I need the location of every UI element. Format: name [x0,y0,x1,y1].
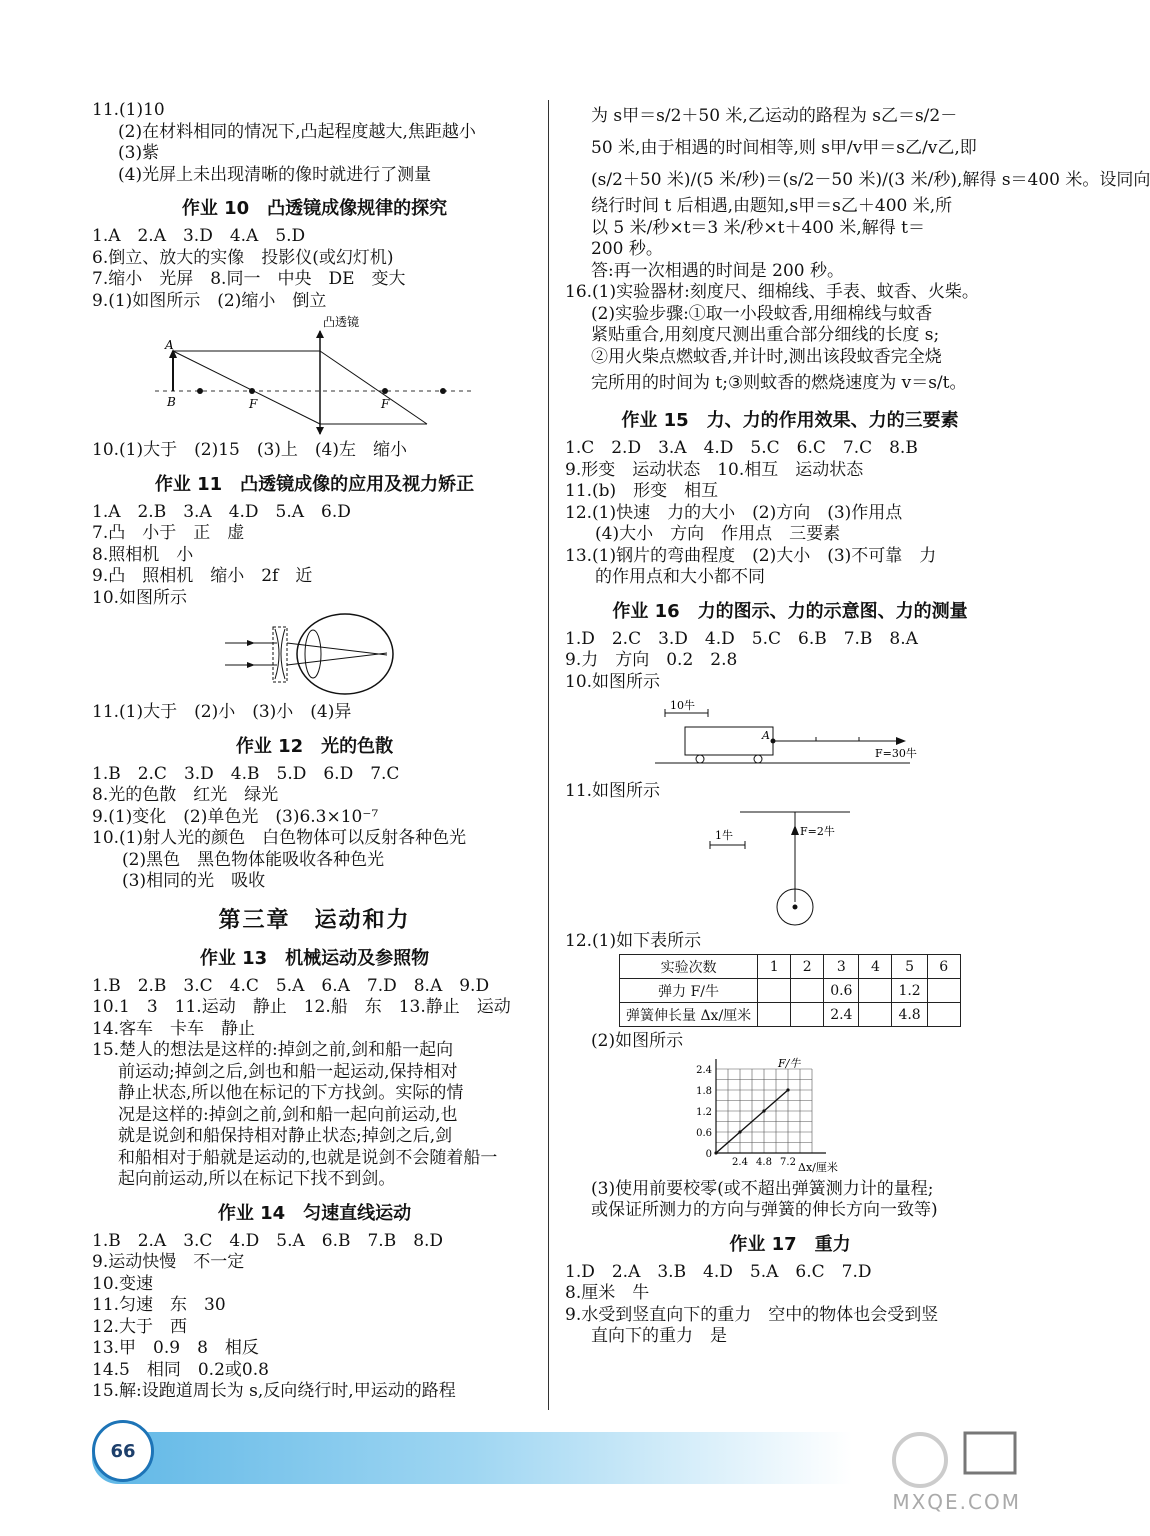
answer-line: 就是说剑和船保持相对静止状态;掉剑之后,剑 [118,1126,453,1146]
answer-line: 1.D 2.A 3.B 4.D 5.A 6.C 7.D [565,1261,872,1282]
table-cell [758,979,791,1003]
answer-line: 9.(1)如图所示 (2)缩小 倒立 [92,290,327,311]
table-cell [927,1003,960,1027]
answer-line: 以 5 米/秒×t＝3 米/秒×t＋400 米,解得 t＝ [591,217,925,238]
x-axis-label: Δx/厘米 [798,1160,838,1174]
table-row [620,1003,961,1027]
convex-lens-ray-diagram [145,316,485,436]
watermark-text: MXQE.COM [892,1490,1021,1514]
answer-line: 和船相对于船就是运动的,也就是说剑不会随着船一 [118,1147,498,1168]
y-tick-label: 0 [705,1148,712,1160]
y-tick-label: 1.2 [696,1106,712,1118]
answer-line: 13.(1)钢片的弯曲程度 (2)大小 (3)不可靠 力 [565,545,937,566]
point-label: B [166,395,176,409]
point-label: F [380,397,389,411]
answer-line: (2)黑色 黑色物体能吸收各种色光 [122,849,385,870]
answer-line: 11.(1)10 [92,100,165,120]
force-extension-chart [680,1057,900,1175]
answer-line: 11.(1)大于 (2)小 (3)小 (4)异 [92,702,352,722]
answer-line: (4)光屏上未出现清晰的像时就进行了测量 [118,164,432,185]
answer-line: (3)紫 [118,143,160,163]
x-tick-label: 7.2 [780,1156,796,1168]
table-cell: 2 [791,955,824,979]
table-cell: 弹力 F/牛 [620,979,758,1003]
data-point [786,1088,789,1091]
table-cell [859,979,892,1003]
answer-line: (s/2＋50 米)/(5 米/秒)＝(s/2－50 米)/(3 米/秒),解得 s＝400 米。设同向 [591,170,1150,190]
table-cell: 1.2 [892,979,927,1003]
answer-line: 15.楚人的想法是这样的:掉剑之前,剑和船一起向 [92,1040,454,1060]
answer-line: 为 s甲＝s/2＋50 米,乙运动的路程为 s乙＝s/2－ [591,106,958,126]
answer-line: 答:再一次相遇的时间是 200 秒。 [591,260,844,281]
force-diagram-pendulum [690,807,890,927]
x-tick-label: 2.4 [732,1156,748,1168]
answer-line: (2)如图所示 [591,1031,684,1051]
answer-line: 12.(1)快速 力的大小 (2)方向 (3)作用点 [565,502,903,523]
table-cell [791,1003,824,1027]
scale-label: 1牛 [715,828,733,842]
right-column [565,100,1150,1348]
force-label: F=30牛 [875,747,917,760]
force-label: F=2牛 [800,824,835,838]
x-tick-label: 4.8 [756,1156,772,1168]
answer-line: 的作用点和大小都不同 [595,567,765,587]
answer-line: 10.如图所示 [92,587,188,608]
answer-line: 12.(1)如下表所示 [565,930,702,951]
answer-line: 9.凸 照相机 缩小 2f 近 [92,566,313,586]
table-cell: 4 [859,955,892,979]
section-heading: 作业 15 力、力的作用效果、力的三要素 [621,410,959,431]
table-cell [859,1003,892,1027]
answer-line: 11.(b) 形变 相互 [565,481,719,501]
table-cell: 实验次数 [620,955,758,979]
table-cell [758,1003,791,1027]
answer-line: 10.(1)大于 (2)15 (3)上 (4)左 缩小 [92,440,407,460]
answer-line: 10.(1)射人光的颜色 白色物体可以反射各种色光 [92,828,467,848]
answer-line: (2)实验步骤:①取一小段蚊香,用细棉线与蚊香 [591,303,933,324]
table-cell: 弹簧伸长量 Δx/厘米 [620,1003,758,1027]
point-label: F [248,397,257,411]
answer-line: 11.如图所示 [565,781,661,801]
page-number: 66 [92,1420,154,1482]
answer-line: 1.B 2.A 3.C 4.D 5.A 6.B 7.B 8.D [92,1230,444,1251]
answer-line: 1.D 2.C 3.D 4.D 5.C 6.B 7.B 8.A [565,628,918,649]
point-label: A [762,729,770,742]
section-heading: 作业 11 凸透镜成像的应用及视力矫正 [154,473,475,495]
data-point [714,1151,717,1154]
answer-line: 10.变速 [92,1273,154,1294]
answer-line: (4)大小 方向 作用点 三要素 [595,524,841,544]
answer-line: 1.A 2.A 3.D 4.A 5.D [92,226,306,246]
answer-line: 紧贴重合,用刻度尺测出重合部分细线的长度 s; [591,325,940,345]
lens-label: 凸透镜 [322,315,359,329]
table-cell: 6 [927,955,960,979]
table-cell: 2.4 [824,1003,859,1027]
answer-line: 直向下的重力 是 [591,1326,727,1346]
section-heading: 作业 17 重力 [729,1233,851,1255]
chapter-title: 第三章 运动和力 [218,907,411,933]
answer-line: 1.B 2.B 3.C 4.C 5.A 6.A 7.D 8.A 9.D [92,975,490,996]
answer-line: (2)在材料相同的情况下,凸起程度越大,焦距越小 [118,121,476,142]
answer-line: (3)相同的光 吸收 [122,871,266,891]
section-heading: 作业 12 光的色散 [235,735,394,757]
answer-line: 前运动;掉剑之后,剑也和船一起运动,保持相对 [118,1061,458,1082]
scale-label: 10牛 [670,699,695,712]
answer-line: 16.(1)实验器材:刻度尺、细棉线、手表、蚊香、火柴。 [565,282,979,302]
answer-line: 绕行时间 t 后相遇,由题知,s甲＝s乙＋400 米,所 [591,196,953,216]
answer-line: 8.厘米 牛 [565,1283,650,1303]
section-heading: 作业 14 匀速直线运动 [217,1202,412,1224]
answer-line: 200 秒。 [591,239,663,259]
y-tick-label: 0.6 [696,1127,712,1139]
table-cell: 5 [892,955,927,979]
answer-line: 15.解:设跑道周长为 s,反向绕行时,甲运动的路程 [92,1381,456,1401]
y-axis-label: F/牛 [778,1056,801,1070]
force-diagram-cart [640,697,940,777]
answer-line: 9.水受到竖直向下的重力 空中的物体也会受到竖 [565,1304,939,1325]
answer-line: 14.客车 卡车 静止 [92,1018,256,1039]
data-point [738,1130,741,1133]
answer-line: 完所用的时间为 t;③则蚊香的燃烧速度为 v＝s/t。 [591,373,967,393]
answer-line: 9.形变 运动状态 10.相互 运动状态 [565,459,864,480]
table-row [620,955,961,979]
answer-line: 14.5 相同 0.2或0.8 [92,1359,269,1380]
y-tick-label: 2.4 [696,1064,712,1076]
table-cell: 0.6 [824,979,859,1003]
table-cell: 3 [824,955,859,979]
answer-line: 13.甲 0.9 8 相反 [92,1338,259,1358]
answer-line: 50 米,由于相遇的时间相等,则 s甲/v甲＝s乙/v乙,即 [591,138,977,158]
answer-line: 或保证所测力的方向与弹簧的伸长方向一致等) [591,1200,938,1220]
answer-line: 10.如图所示 [565,671,661,692]
answer-line: 12.大于 西 [92,1316,188,1337]
answer-line: 9.力 方向 0.2 2.8 [565,650,738,670]
answer-line: 1.A 2.B 3.A 4.D 5.A 6.D [92,501,351,522]
table-cell: 1 [758,955,791,979]
answer-line: 况是这样的:掉剑之前,剑和船一起向前运动,也 [118,1104,458,1125]
eye-correction-diagram [215,613,415,698]
data-point [762,1109,765,1112]
answer-line: 8.光的色散 红光 绿光 [92,785,279,805]
answer-line: 1.C 2.D 3.A 4.D 5.C 6.C 7.C 8.B [565,438,918,458]
answer-line: 8.照相机 小 [92,544,194,565]
column-divider [548,100,549,1410]
answer-line: 7.缩小 光屏 8.同一 中央 DE 变大 [92,269,406,289]
experiment-table [619,954,961,1027]
answer-line: 11.匀速 东 30 [92,1295,226,1315]
y-tick-label: 1.8 [696,1085,712,1097]
answer-line: 10.1 3 11.运动 静止 12.船 东 13.静止 运动 [92,997,511,1017]
point-label: A [164,338,174,352]
answer-line: 1.B 2.C 3.D 4.B 5.D 6.D 7.C [92,763,400,784]
table-cell: 4.8 [892,1003,927,1027]
table-cell [927,979,960,1003]
section-heading: 作业 10 凸透镜成像规律的探究 [181,198,448,219]
table-cell [791,979,824,1003]
answer-line: 9.(1)变化 (2)单色光 (3)6.3×10⁻⁷ [92,806,379,827]
section-heading: 作业 16 力的图示、力的示意图、力的测量 [612,600,968,622]
answer-line: 起向前运动,所以在标记下找不到剑。 [118,1169,396,1189]
answer-line: 9.运动快慢 不一定 [92,1252,245,1272]
table-row [620,979,961,1003]
left-column [92,100,537,1403]
answer-line: 6.倒立、放大的实像 投影仪(或幻灯机) [92,247,394,268]
answer-line: (3)使用前要校零(或不超出弹簧测力计的量程; [591,1178,934,1199]
answer-line: 7.凸 小于 正 虚 [92,523,245,543]
section-heading: 作业 13 机械运动及参照物 [199,947,430,969]
footer-bar [92,1432,852,1484]
answer-line: 静止状态,所以他在标记的下方找剑。实际的情 [118,1083,464,1103]
answer-line: ②用火柴点燃蚊香,并计时,测出该段蚊香完全烧 [591,346,942,367]
